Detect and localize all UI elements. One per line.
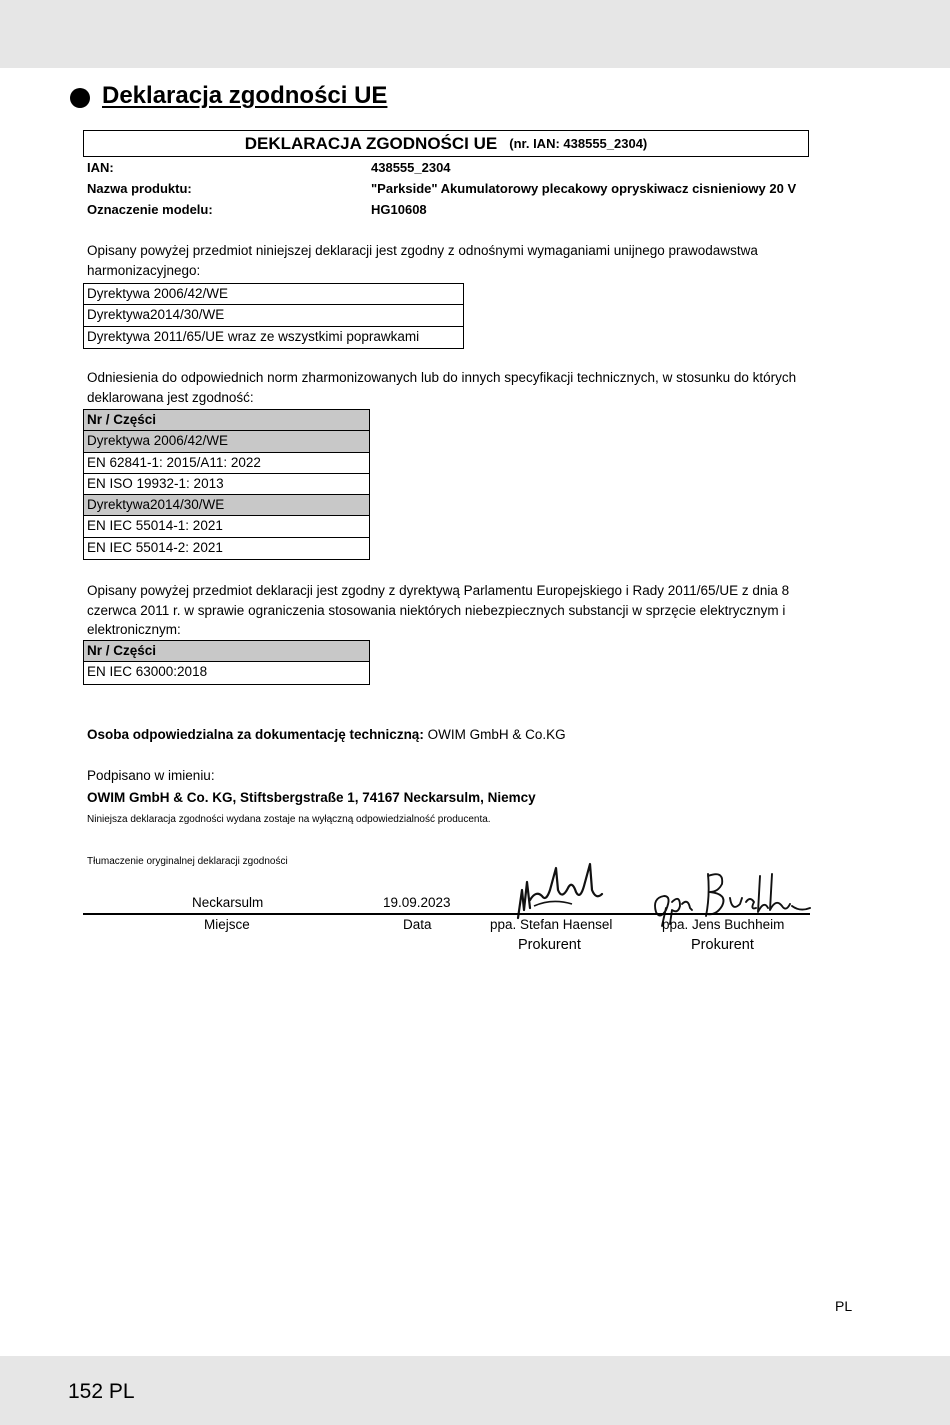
rohs-paragraph: Opisany powyżej przedmiot deklaracji jest zgodny z dyrektywą Parlamentu Europejskiego i Rady 2011/65/UE z dnia 8 czerwca 2011 r. w sprawie ograniczenia stosowania niektórych niebezpiecznych substancji w sprzęcie elektrycznym i elektronicznym: — [87, 583, 790, 637]
model-label: Oznaczenie modelu: — [87, 202, 213, 217]
signer-1: ppa. Stefan Haensel — [490, 917, 613, 932]
page-number: 152 PL — [68, 1380, 135, 1403]
norms-table — [83, 409, 370, 560]
signature-place: Neckarsulm — [192, 895, 264, 910]
product-name-label: Nazwa produktu: — [87, 181, 192, 196]
signer-2-role: Prokurent — [691, 937, 754, 953]
table-row: EN IEC 55014-2: 2021 — [87, 539, 223, 555]
bottom-band — [0, 1356, 950, 1425]
ian-value: 438555_2304 — [371, 160, 451, 175]
table-row: EN IEC 55014-1: 2021 — [84, 516, 369, 537]
declaration-title: DEKLARACJA ZGODNOŚCI UE — [244, 134, 498, 153]
directives-table — [83, 283, 464, 349]
bullet-icon — [70, 88, 90, 108]
signed-on-behalf: Podpisano w imieniu: — [87, 768, 215, 783]
date-label: Data — [403, 917, 432, 932]
language-mark: PL — [835, 1298, 853, 1314]
signature-divider — [83, 913, 810, 915]
signature-date: 19.09.2023 — [383, 895, 451, 910]
table-row: Dyrektywa 2011/65/UE wraz ze wszystkimi poprawkami — [87, 328, 420, 344]
table-row: EN 62841-1: 2015/A11: 2022 — [84, 453, 369, 474]
responsible-person — [87, 727, 566, 742]
top-band — [0, 0, 950, 68]
signer-1-role: Prokurent — [518, 937, 581, 953]
table-row: Dyrektywa 2006/42/WE — [84, 431, 369, 452]
conformity-paragraph: Opisany powyżej przedmiot niniejszej deklaracji jest zgodny z odnośnymi wymaganiami unijnego prawodawstwa harmonizacyjnego: — [87, 243, 758, 278]
model-value: HG10608 — [371, 202, 427, 217]
declaration-header — [83, 130, 809, 157]
responsibility-note: Niniejsza deklaracja zgodności wydana zostaje na wyłączną odpowiedzialność producenta. — [87, 814, 491, 825]
table-row: Dyrektywa2014/30/WE — [84, 495, 369, 516]
responsible-value: OWIM GmbH & Co.KG — [423, 727, 566, 742]
table-header-row: Nr / Części — [84, 410, 369, 431]
table-row: EN IEC 63000:2018 — [87, 664, 208, 680]
company-address: OWIM GmbH & Co. KG, Stiftsbergstraße 1, 74167 Neckarsulm, Niemcy — [87, 790, 536, 805]
signer-2: ppa. Jens Buchheim — [662, 917, 785, 932]
table-row: Dyrektywa2014/30/WE — [84, 305, 463, 326]
rohs-table — [83, 640, 370, 685]
responsible-label: Osoba odpowiedzialna za dokumentację techniczną: — [87, 727, 424, 742]
ian-label: IAN: — [87, 160, 114, 175]
table-row: EN ISO 19932-1: 2013 — [84, 474, 369, 495]
table-header-row: Nr / Części — [84, 641, 369, 662]
product-name-value: "Parkside" Akumulatorowy plecakowy opryskiwacz cisnieniowy 20 V — [371, 181, 797, 196]
place-label: Miejsce — [204, 917, 250, 932]
section-title: Deklaracja zgodności UE — [102, 82, 388, 109]
translation-note: Tłumaczenie oryginalnej deklaracji zgodności — [87, 856, 288, 867]
table-row: Dyrektywa 2006/42/WE — [84, 284, 463, 305]
declaration-ian: (nr. IAN: 438555_2304) — [509, 136, 648, 151]
norms-paragraph: Odniesienia do odpowiednich norm zharmonizowanych lub do innych specyfikacji technicznych, w stosunku do których deklarowana jest zgodność: — [87, 370, 797, 405]
